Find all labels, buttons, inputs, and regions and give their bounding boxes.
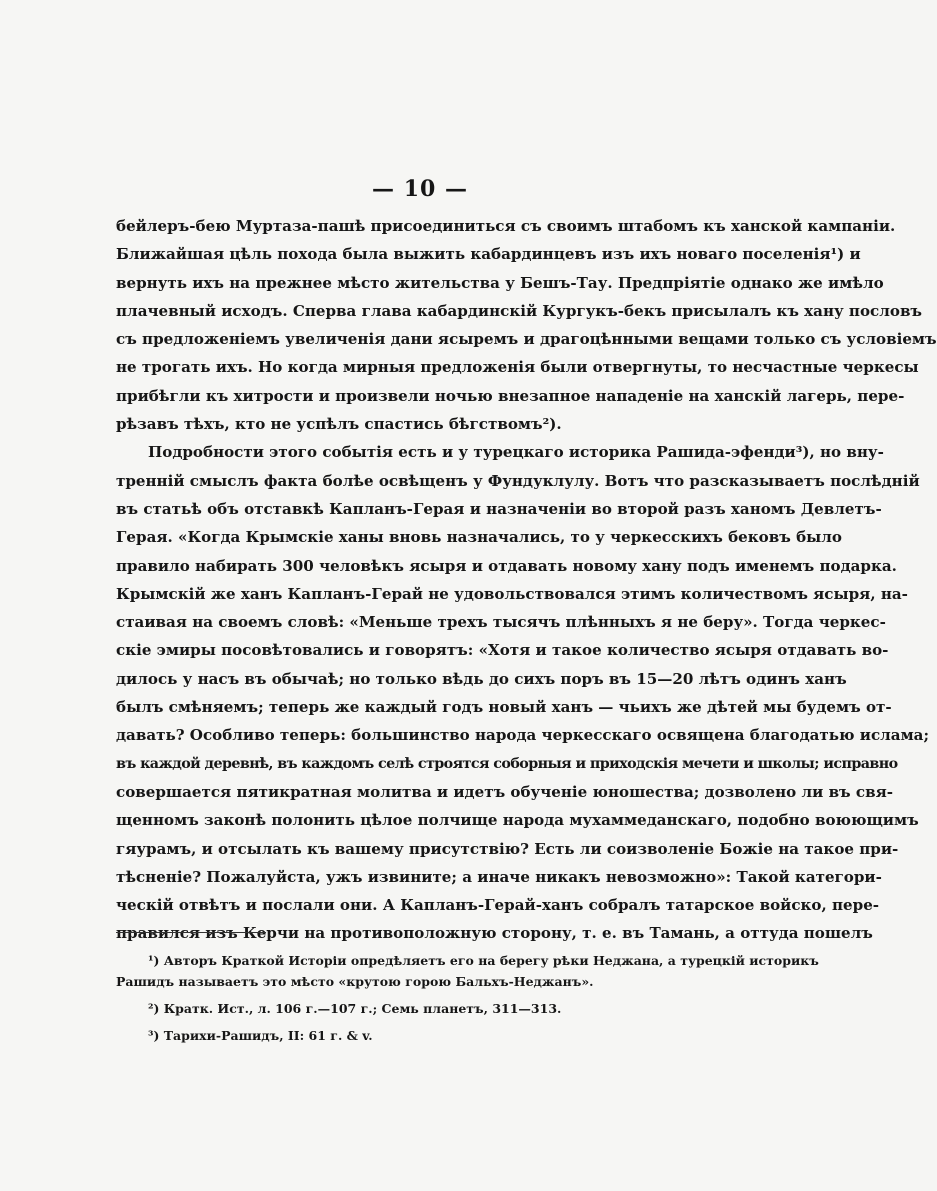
- text-line: тѣсненіе? Пожалуйста, ужъ извините; а иначе никакъ невозможно»: Такой категори-: [116, 867, 882, 886]
- text-line: совершается пятикратная молитва и идетъ обученіе юношества; дозволено ли въ свя-: [116, 782, 893, 801]
- text-line: Ближайшая цѣль похода была выжить кабардинцевъ изъ ихъ новаго поселенія¹) и: [116, 245, 861, 264]
- text-line: скіе эмиры посовѣтовались и говорятъ: «Хотя и такое количество ясыря отдавать во-: [116, 641, 889, 660]
- text-line: былъ смѣняемъ; теперь же каждый годъ новый ханъ — чьихъ же дѣтей мы будемъ от-: [116, 698, 892, 717]
- text-line: дилось у насъ въ обычаѣ; но только вѣдь до сихъ поръ въ 15—20 лѣтъ одинъ ханъ: [116, 669, 847, 688]
- text-line: правился изъ Керчи на противоположную сторону, т. е. въ Тамань, а оттуда пошелъ: [116, 924, 873, 943]
- text-line: Герая. «Когда Крымскіе ханы вновь назначались, то у черкесскихъ бековъ было: [116, 528, 842, 547]
- text-line: вернуть ихъ на прежнее мѣсто жительства у Бешъ-Тау. Предпріятіе однако же имѣло: [116, 273, 884, 292]
- text-line: прибѣгли къ хитрости и произвели ночью внезапное нападеніе на ханскій лагерь, пере-: [116, 386, 905, 405]
- footnote-1: ¹) Авторъ Краткой Исторіи опредѣляетъ его на берегу рѣки Неджана, а турецкій историкъ: [148, 953, 819, 968]
- page-number: — 10 —: [372, 176, 468, 202]
- text-line: бейлеръ-бею Муртаза-пашѣ присоединиться съ своимъ штабомъ къ ханской кампаніи.: [116, 217, 896, 235]
- text-line: ческій отвѣтъ и послали они. А Капланъ-Герай-ханъ собралъ татарское войско, пере-: [116, 896, 880, 915]
- text-line: плачевный исходъ. Сперва глава кабардинскій Кургукъ-бекъ присылалъ къ хану пословъ: [116, 301, 923, 320]
- footnote-divider: [116, 932, 266, 933]
- text-line: давать? Особливо теперь: большинство народа черкесскаго освящена благодатью ислама;: [116, 726, 930, 745]
- footnote-2: ²) Кратк. Ист., л. 106 г.—107 г.; Семь планетъ, 311—313.: [148, 1001, 562, 1016]
- text-line: рѣзавъ тѣхъ, кто не успѣлъ спастись бѣгствомъ²).: [116, 415, 562, 434]
- text-line: тренній смыслъ факта болѣе освѣщенъ у Фундуклулу. Вотъ что разсказываетъ послѣдній: [116, 471, 920, 490]
- footnote-1-continued: Рашидъ называетъ это мѣсто «крутою горою Бальхъ-Неджанъ».: [116, 974, 594, 989]
- text-line: съ предложеніемъ увеличенія дани ясыремъ и драгоцѣнными вещами только съ условіемъ: [116, 330, 937, 349]
- text-line: стаивая на своемъ словѣ: «Меньше трехъ тысячъ плѣнныхъ я не беру». Тогда черкес-: [116, 613, 886, 632]
- text-line: Крымскій же ханъ Капланъ-Герай не удовольствовался этимъ количествомъ ясыря, на-: [116, 584, 908, 603]
- body-text: [116, 212, 937, 948]
- text-line: щенномъ законѣ полонить цѣлое полчище народа мухаммеданскаго, подобно воюющимъ: [116, 811, 919, 830]
- text-line: правило набирать 300 человѣкъ ясыря и отдавать новому хану подъ именемъ подарка.: [116, 556, 897, 575]
- text-line: гяурамъ, и отсылать къ вашему присутствію? Есть ли соизволеніе Божіе на такое при-: [116, 839, 899, 858]
- text-line: Подробности этого событія есть и у турецкаго историка Рашида-эфенди³), но вну-: [148, 443, 884, 462]
- text-line: въ каждой деревнѣ, въ каждомъ селѣ строятся соборныя и приходскія мечети и школы; исправно: [116, 755, 898, 772]
- footnotes: [116, 950, 819, 1046]
- text-line: въ статьѣ объ отставкѣ Капланъ-Герая и назначеніи во второй разъ ханомъ Девлетъ-: [116, 499, 882, 518]
- text-line: не трогать ихъ. Но когда мирныя предложенія были отвергнуты, то несчастные черкесы: [116, 358, 919, 377]
- footnote-3: ³) Тарихи-Рашидъ, II: 61 г. & v.: [148, 1028, 373, 1043]
